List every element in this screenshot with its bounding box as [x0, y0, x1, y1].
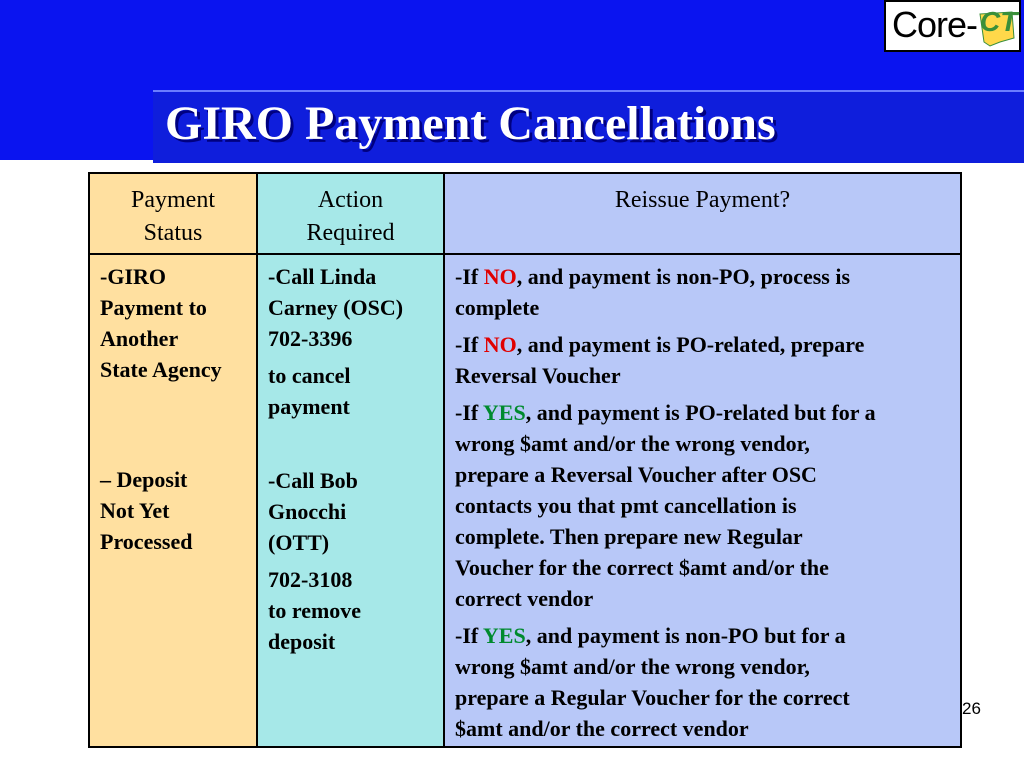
action-line: Carney (OSC) — [268, 295, 404, 320]
action-line: Gnocchi — [268, 499, 347, 524]
reissue-cell — [445, 255, 960, 746]
header-action-line1: Action — [317, 187, 384, 213]
reissue-paragraph-3: -If YES, and payment is PO-related but for a wrong $amt and/or the wrong vendor, prepare a Reversal Voucher after OSC contacts you that pmt cancellation is complete. Then prepare new Regular Voucher for the correct $amt and/or the correct vendor — [455, 400, 876, 611]
action-line: payment — [268, 394, 350, 419]
status-line: Processed — [100, 529, 193, 554]
action-line: (OTT) — [268, 530, 330, 555]
slide-title: GIRO Payment Cancellations — [165, 97, 776, 150]
header-status-line2: Status — [143, 220, 203, 246]
header-action-line2: Required — [306, 220, 395, 246]
action-cell — [258, 255, 443, 746]
status-cell — [90, 255, 256, 746]
reissue-paragraph-2: -If NO, and payment is PO-related, prepare Reversal Voucher — [455, 332, 865, 388]
status-line: Payment to — [100, 295, 207, 320]
action-line: -Call Linda — [268, 264, 377, 289]
core-ct-logo — [884, 0, 1021, 52]
action-line: deposit — [268, 629, 336, 654]
no-flag: NO — [483, 264, 517, 289]
logo-dash: - — [966, 4, 978, 45]
cancellation-table — [88, 172, 962, 748]
header-status-line1: Payment — [131, 187, 215, 213]
status-line: State Agency — [100, 357, 222, 382]
header-reissue: Reissue Payment? — [614, 187, 791, 213]
logo-ct-text: CT — [980, 6, 1018, 37]
yes-flag: YES — [482, 400, 526, 425]
action-line: to cancel — [268, 363, 351, 388]
header-payment-status — [90, 174, 256, 253]
reissue-paragraph-1: -If NO, and payment is non-PO, process is complete — [455, 264, 851, 320]
header-action-required — [258, 174, 443, 253]
no-flag: NO — [483, 332, 517, 357]
header-reissue-payment — [445, 174, 960, 253]
action-line: 702-3108 — [268, 567, 353, 592]
action-line: -Call Bob — [268, 468, 358, 493]
status-line: Not Yet — [100, 498, 170, 523]
status-line: Another — [100, 326, 179, 351]
page-number: 26 — [962, 699, 981, 718]
logo-core-text: Core — [892, 4, 967, 45]
status-line: – Deposit — [100, 467, 188, 492]
action-line: 702-3396 — [268, 326, 353, 351]
action-line: to remove — [268, 598, 362, 623]
status-line: -GIRO — [100, 264, 166, 289]
yes-flag: YES — [482, 623, 526, 648]
reissue-paragraph-4: -If YES, and payment is non-PO but for a wrong $amt and/or the wrong vendor, prepare a Regular Voucher for the correct $amt and/or the correct vendor — [455, 623, 850, 741]
